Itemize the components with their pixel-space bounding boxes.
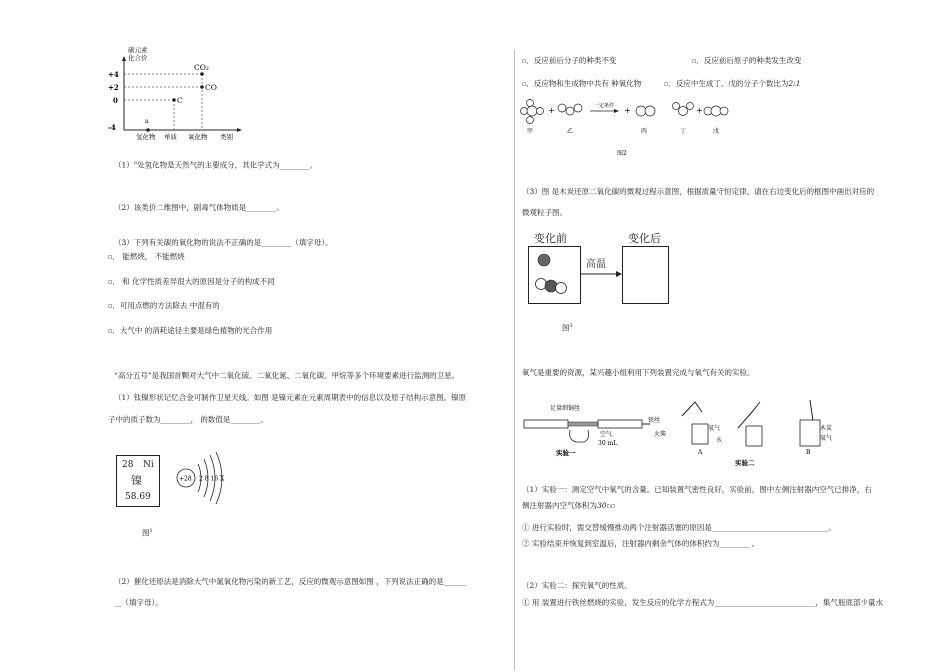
xlabel-hydride: 氢化物 xyxy=(136,133,156,141)
q3-option-b: ▫． 和 化学性质差异很大的原因是分子的构成不同 xyxy=(108,277,275,286)
before-particles xyxy=(528,246,580,304)
atomic-mass: 58.69 xyxy=(125,492,151,502)
experiment2-label: 实验二 xyxy=(735,459,755,467)
p2-line2: __（填字母）。 xyxy=(114,598,163,607)
oxygen-label-b: 氧气 xyxy=(820,435,833,442)
label-c: C xyxy=(177,96,183,105)
figure1-caption: 图$^1$ xyxy=(142,528,153,538)
xaxis-label: 类别 xyxy=(220,133,233,141)
ratio-value: 2:1 xyxy=(788,79,801,88)
match-label: 火柴 xyxy=(654,431,667,438)
label-co: CO xyxy=(205,83,217,92)
setup-a-label: A xyxy=(698,449,703,456)
charcoal-label: 木炭 xyxy=(820,425,833,432)
r-option-b: ▫．反应前后原子的种类发生改变 xyxy=(692,56,802,65)
after-box xyxy=(622,246,669,304)
xlabel-element: 单质 xyxy=(164,133,177,141)
high-temp-label: 高温 xyxy=(586,259,606,270)
q3: （3）下列有关碳的氧化物的说法不正确的是________（填字母）。 xyxy=(114,238,333,247)
transform-arrow xyxy=(580,270,624,278)
before-label: 变化前 xyxy=(534,232,567,245)
oxygen-intro: 氧气是重要的资源，某兴趣小组利用下列装置完成与氧气有关的实验。 xyxy=(522,368,755,377)
ytick-zero: 0 xyxy=(113,96,118,105)
column-divider xyxy=(514,50,515,670)
svg-text:+: + xyxy=(548,106,555,115)
reaction-micro-diagram xyxy=(520,97,730,159)
q3-option-d: ▫．大气中 的消耗途径主要是绿色植物的光合作用 xyxy=(108,326,273,335)
label-bing: 丙 xyxy=(641,128,648,135)
reaction-condition: 一定条件 xyxy=(594,103,615,109)
r-option-d: ▫．反应中生成丁、戊的分子个数比为2:1 xyxy=(664,79,801,88)
element-symbol: Ni xyxy=(143,460,154,470)
figure3-caption: 图$^3$ xyxy=(562,323,573,333)
e1-line2: 侧注射器内空气体积为30▫▫ xyxy=(522,501,616,510)
e2-line2: ① 用 装置进行铁丝燃烧的实验，发生反应的化学方程式为___________________________，集气瓶底部少量水 xyxy=(522,598,884,607)
p3-line1: （3）图 是木炭还原二氧化碳的微观过程示意图，根据质量守恒定律，请在右边变化后的框图中画出对应的 xyxy=(522,187,875,196)
atomic-number: 28 xyxy=(122,460,134,470)
element-name: 镍 xyxy=(131,474,142,487)
ytick-minus4: -4 xyxy=(108,123,116,132)
svg-text:+: + xyxy=(696,106,703,115)
p1-line2: 子中的质子数为________， 的数值是________。 xyxy=(108,415,268,424)
copper-label: 足量细铜丝 xyxy=(550,405,581,412)
label-yi: 乙 xyxy=(567,128,574,135)
e2-line1: （2）实验二：探究氧气的性质。 xyxy=(522,581,632,590)
point-co xyxy=(200,85,204,89)
point-a xyxy=(146,128,150,132)
p3-line2: 微观粒子图。 xyxy=(522,208,567,217)
after-label: 变化后 xyxy=(628,232,661,245)
point-co2 xyxy=(200,72,204,76)
valence-category-chart xyxy=(104,44,244,148)
figure2-caption: 图2 xyxy=(617,150,627,157)
r-option-c: ▫．反应物和生成物中共有 种氧化物 xyxy=(522,79,642,88)
ytick-plus2: +2 xyxy=(108,83,119,92)
p1-line1: （1）钛镍形状记忆合金可制作卫星天线。如图 是镍元素在元素周期表中的信息以及原子结构示意图。镍原 xyxy=(114,393,467,402)
satellite-passage: “高分五号”是我国首颗对大气中二氧化硫、二氧化氮、二氧化碳、甲烷等多个环境要素进行监测的卫星。 xyxy=(114,371,460,380)
setup-b-label: B xyxy=(806,449,811,456)
q3-option-a: ▫． 能燃烧， 不能燃烧 xyxy=(108,252,185,261)
e1-line1: （1）实验一：测定空气中氧气的含量。已知装置气密性良好，实验前，图中左侧注射器内空气已排净，右 xyxy=(522,485,872,494)
svg-text:+: + xyxy=(624,106,631,115)
iron-label: 铁丝 xyxy=(648,417,661,424)
air-label: 空气 xyxy=(600,431,613,438)
atom-structure-diagram xyxy=(174,452,244,504)
e1-item1: ① 进行实验时，需交替缓慢推动两个注射器活塞的原因是_______________________________。 xyxy=(522,523,836,532)
chart-title-2: 化合价 xyxy=(128,54,148,62)
nickel-element-card xyxy=(116,455,160,507)
water-label: 水 xyxy=(716,437,723,444)
oxygen-experiment-apparatus xyxy=(520,398,850,470)
chart-title-1: 碳元素 xyxy=(128,46,148,54)
r-option-a: ▫．反应前后分子的种类不变 xyxy=(522,56,617,65)
e1-item2: ② 实验结束并恢复到室温后，注射器内剩余气体的体积约为________ 。 xyxy=(522,539,760,548)
experiment1-label: 实验一 xyxy=(556,449,576,457)
q3-option-c: ▫．可用点燃的方法除去 中混有的 xyxy=(108,301,220,310)
p2-line1: （2）催化还原法是消除大气中氮氧化物污染的新工艺，反应的微观示意图如图 ，下列说法正确的是______ xyxy=(114,577,467,586)
label-ding: 丁 xyxy=(680,128,687,135)
nucleus-charge: +28 xyxy=(179,475,192,483)
xlabel-oxide: 氧化物 xyxy=(188,133,208,141)
q1: （1）▫处氢化物是天然气的主要成分，其化学式为________。 xyxy=(114,160,318,170)
label-co2: CO₂ xyxy=(194,63,209,72)
q2: （2）该类价二维图中，剧毒气体物质是________。 xyxy=(114,203,284,212)
oxygen-label-a: 氧气 xyxy=(708,425,721,432)
ytick-plus4: +4 xyxy=(108,70,119,79)
volume-label: 30 mL xyxy=(598,440,618,447)
label-wu: 戊 xyxy=(713,128,720,135)
point-c xyxy=(172,98,176,102)
label-a: a xyxy=(145,118,149,125)
shell-electrons: 2 8 16 X xyxy=(199,475,225,483)
label-jia: 甲 xyxy=(527,128,534,135)
